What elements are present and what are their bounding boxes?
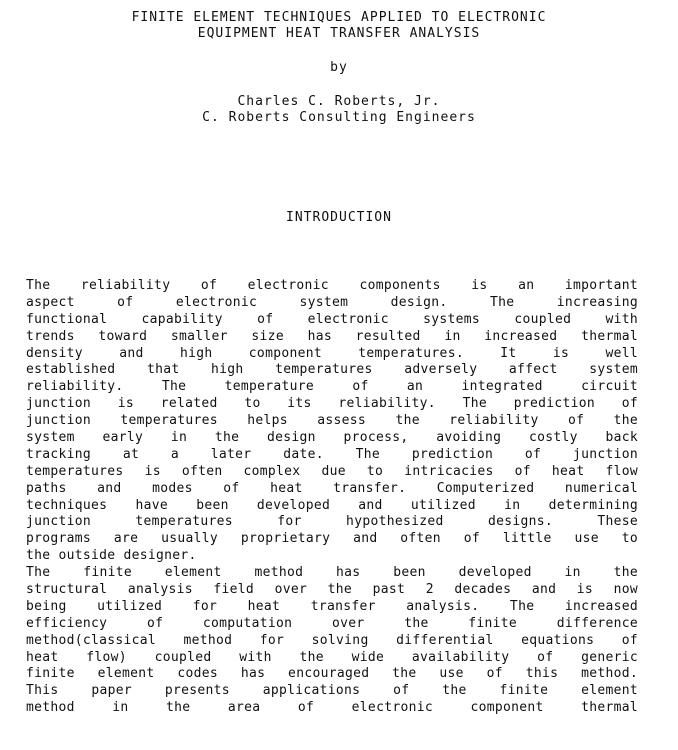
body-line: structural analysis field over the past 2 decades and is now <box>26 582 638 598</box>
body-line: junction temperatures helps assess the reliability of the <box>26 413 638 429</box>
byline <box>0 60 678 76</box>
body-line: finite element codes has encouraged the use of this method. <box>26 666 638 682</box>
body-line: tracking at a later date. The prediction of junction <box>26 446 638 462</box>
body-line: The finite element method has been developed in the <box>26 565 638 581</box>
body-line: aspect of electronic system design. The increasing <box>26 294 638 310</box>
body-line: method(classical method for solving differential equations of <box>26 632 638 648</box>
body-line: density and high component temperatures. It is well <box>26 345 638 361</box>
body-line: The reliability of electronic components is an important <box>26 278 638 293</box>
body-line: method in the area of electronic component thermal <box>26 700 638 716</box>
section-heading <box>0 210 678 226</box>
title-line-1: FINITE ELEMENT TECHNIQUES APPLIED TO ELECTRONIC <box>131 10 547 25</box>
body-line: being utilized for heat transfer analysis. The increased <box>26 598 638 614</box>
body-line: trends toward smaller size has resulted in increased thermal <box>26 328 638 344</box>
author-block <box>0 94 678 126</box>
body-line: paths and modes of heat transfer. Computerized numerical <box>26 480 638 496</box>
body-line: temperatures is often complex due to intricacies of heat flow <box>26 463 638 479</box>
title-line-2: EQUIPMENT HEAT TRANSFER ANALYSIS <box>197 26 481 41</box>
body-line: reliability. The temperature of an integrated circuit <box>26 379 638 395</box>
body-line: established that high temperatures adversely affect system <box>26 362 638 378</box>
body-line: This paper presents applications of the finite element <box>26 683 638 699</box>
body-line: techniques have been developed and utilized in determining <box>26 497 638 513</box>
body-line: heat flow) coupled with the wide availability of generic <box>26 649 638 665</box>
by-label: by <box>330 60 348 75</box>
body-text <box>26 278 638 717</box>
body-line: efficiency of computation over the finite difference <box>26 615 638 631</box>
body-line: the outside designer. <box>26 548 197 564</box>
body-line: system early in the design process, avoiding costly back <box>26 430 638 446</box>
body-line: programs are usually proprietary and often of little use to <box>26 531 638 547</box>
author-name: Charles C. Roberts, Jr. <box>237 94 441 109</box>
author-affiliation: C. Roberts Consulting Engineers <box>202 110 476 125</box>
body-line: junction is related to its reliability. The prediction of <box>26 396 638 412</box>
body-line: junction temperatures for hypothesized designs. These <box>26 514 638 530</box>
section-heading-text: INTRODUCTION <box>286 210 392 225</box>
body-line: functional capability of electronic systems coupled with <box>26 311 638 327</box>
paper-title <box>0 10 678 42</box>
